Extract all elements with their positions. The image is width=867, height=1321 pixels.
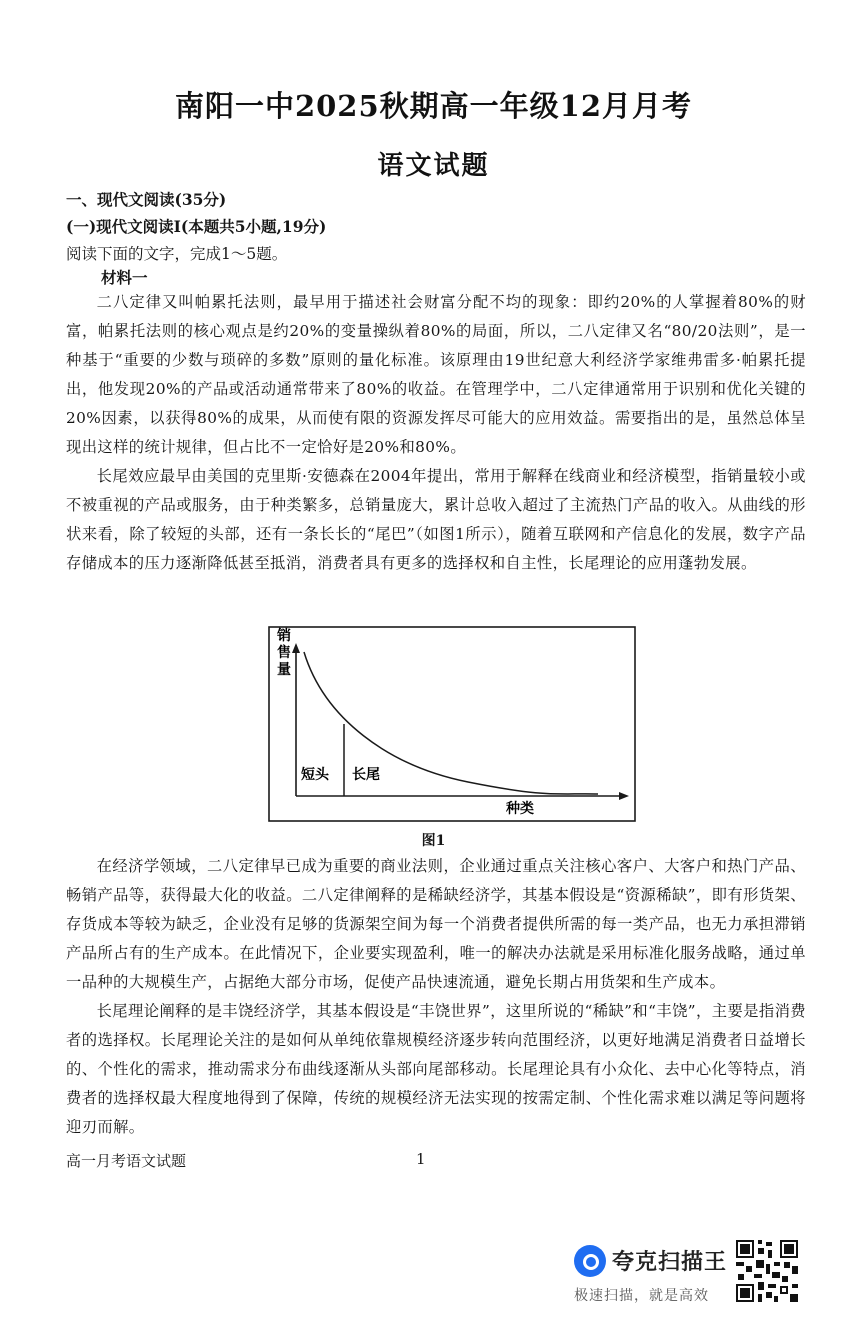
- qr-code-icon: [734, 1238, 800, 1304]
- footer-exam-name: 高一月考语文试题: [66, 1152, 187, 1170]
- brand-name: 夸克扫描王: [612, 1250, 728, 1275]
- exam-title: 南阳一中2025秋期高一年级12月月考: [174, 89, 693, 123]
- exam-subtitle: 语文试题: [377, 151, 490, 181]
- section-heading: 一、现代文阅读(35分): [66, 190, 227, 209]
- section-subheading: (一)现代文阅读Ⅰ(本题共5小题,19分): [66, 217, 327, 236]
- passage-part-1: [66, 288, 806, 578]
- tail-label: 长尾: [352, 767, 380, 783]
- quark-logo-icon: [574, 1245, 606, 1277]
- paragraph: 长尾效应最早由美国的克里斯·安德森在2004年提出，常用于解释在线商业和经济模型，指销量较小或不被重视的产品或服务，由于种类繁多，总销量庞大，累计总收入超过了主流热门产品的收入。从曲线的形状来看，除了较短的头部，还有一条长长的“尾巴”（如图1所示），随着互联网和产信息化的发展，数字产品存储成本的压力逐渐降低甚至抵消，消费者具有更多的选择权和自主性，长尾理论的应用蓬勃发展。: [66, 467, 806, 572]
- figure-frame: [269, 627, 635, 821]
- passage-part-2: [66, 852, 806, 1142]
- reading-instruction: 阅读下面的文字，完成1～5题。: [66, 245, 288, 263]
- page-number: 1: [416, 1150, 426, 1168]
- paragraph: 在经济学领域，二八定律早已成为重要的商业法则，企业通过重点关注核心客户、大客户和热门产品、畅销产品等，获得最大化的收益。二八定律阐释的是稀缺经济学，其基本假设是“资源稀缺”，即有形货架、存货成本等较为缺乏，企业没有足够的货源架空间为每一个消费者提供所需的每一类产品，也无力承担滞销产品所占有的生产成本。在此情况下，企业要实现盈利，唯一的解决办法就是采用标准化服务战略，通过单一品种的大规模生产，占据绝大部分市场，促使产品快速流通，避免长期占用货架和生产成本。: [66, 857, 806, 991]
- paragraph: 二八定律又叫帕累托法则，最早用于描述社会财富分配不均的现象：即约20%的人掌握着80%的财富，帕累托法则的核心观点是约20%的变量操纵着80%的局面，所以，二八定律又名“80/20法则”，是一种基于“重要的少数与琐碎的多数”原则的量化标准。该原理由19世纪意大利经济学家维弗雷多·帕累托提出，他发现20%的产品或活动通常带来了80%的收益。在管理学中，二八定律通常用于识别和优化关键的20%因素，以获得80%的成果，从而使有限的资源发挥尽可能大的应用效益。需要指出的是，虽然总体呈现出这样的统计规律，但占比不一定恰好是20%和80%。: [66, 293, 807, 456]
- scanner-watermark: [572, 1241, 732, 1311]
- long-tail-figure: [268, 626, 636, 822]
- figure-caption: 图1: [421, 833, 446, 849]
- brand-slogan: 极速扫描，就是高效: [574, 1288, 709, 1304]
- paragraph: 长尾理论阐释的是丰饶经济学，其基本假设是“丰饶世界”，这里所说的“稀缺”和“丰饶”，主要是指消费者的选择权。长尾理论关注的是如何从单纯依靠规模经济逐步转向范围经济，以更好地满足消费者日益增长的、个性化的需求，推动需求分布曲线逐渐从头部向尾部移动。长尾理论具有小众化、去中心化等特点，消费者的选择权最大程度地得到了保障，传统的规模经济无法实现的按需定制、个性化需求难以满足等问题将迎刃而解。: [66, 1002, 806, 1136]
- head-label: 短头: [301, 767, 329, 783]
- x-axis-label: 种类: [506, 801, 534, 817]
- y-axis-label: 销售量: [275, 627, 291, 679]
- material-label: 材料一: [101, 268, 148, 287]
